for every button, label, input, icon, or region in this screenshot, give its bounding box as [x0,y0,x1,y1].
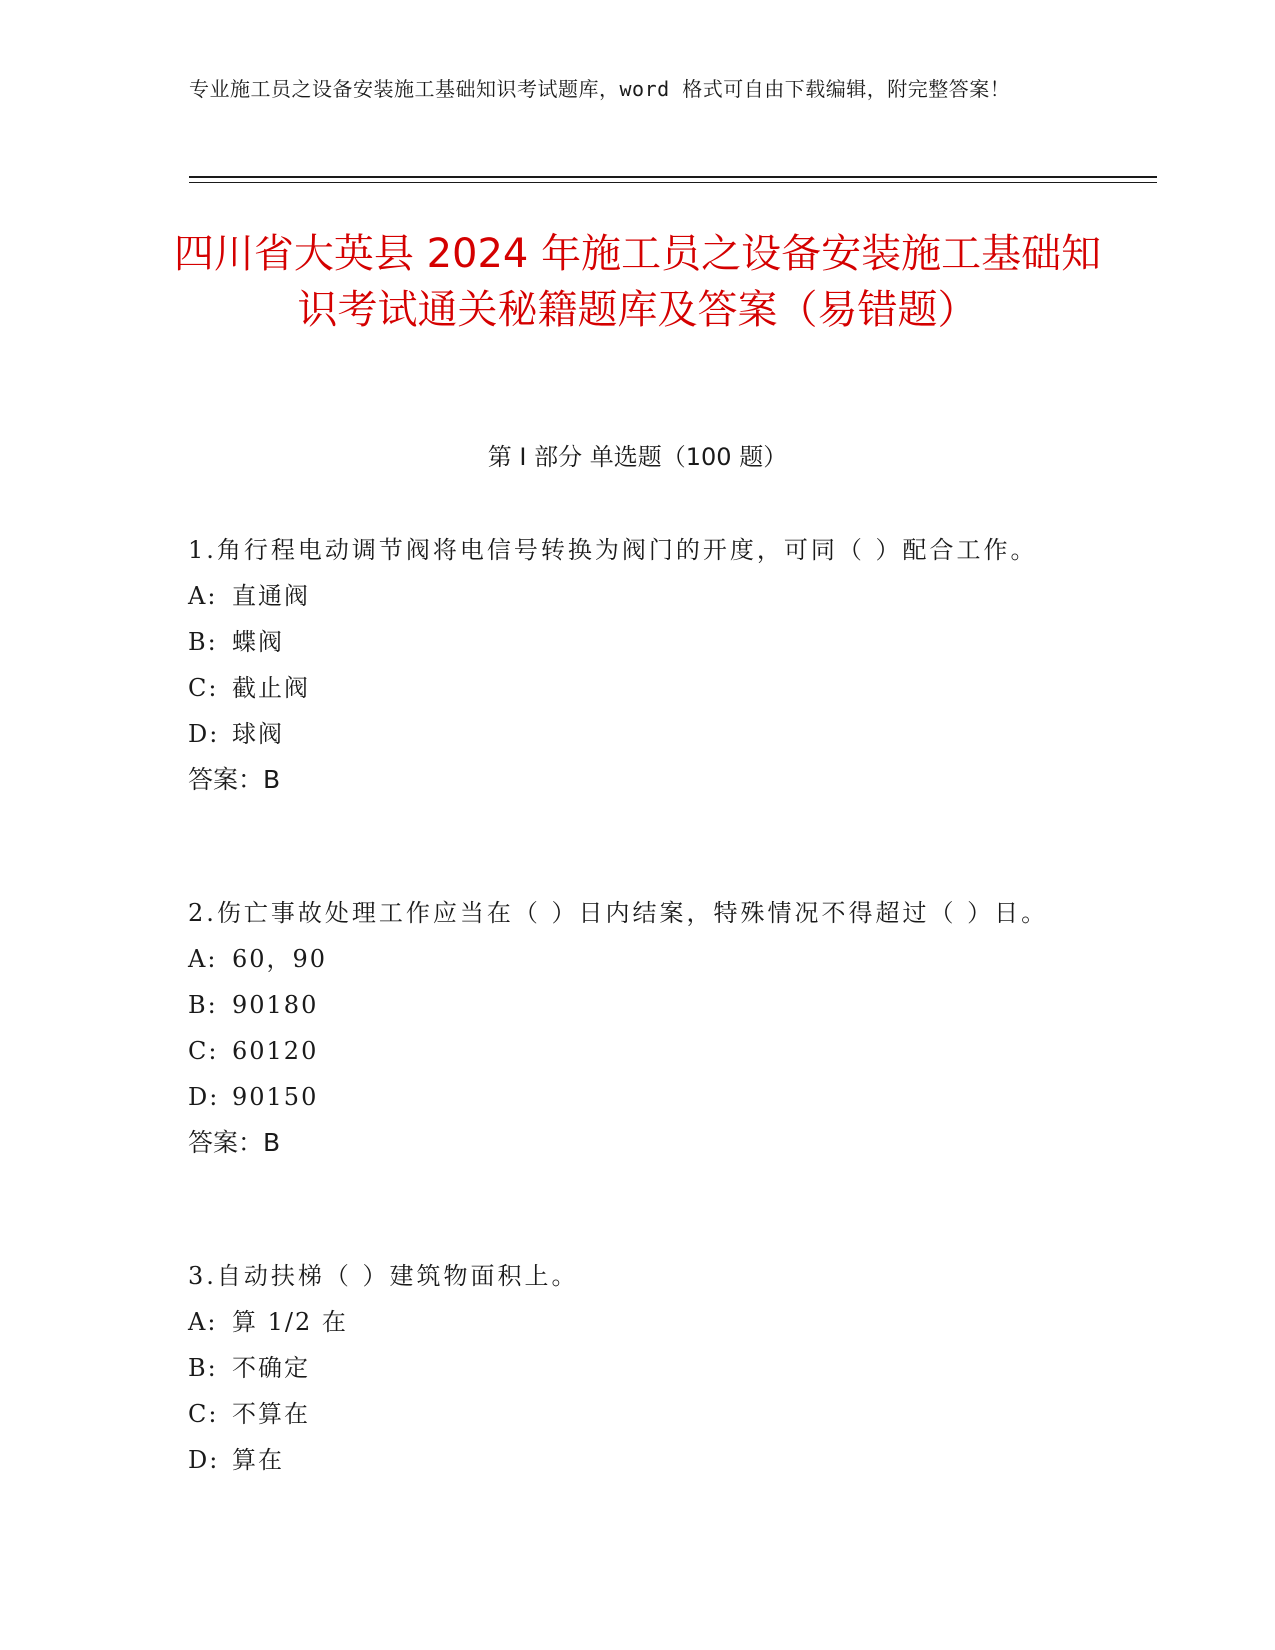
option-b [188,619,1078,665]
option-letter: D: [188,720,220,748]
answer-line: 答案：B [188,1128,281,1157]
option-a [188,936,1078,982]
option-c [188,665,1078,711]
option-letter: B: [188,628,218,656]
option-letter: B: [188,991,218,1019]
option-letter: C: [188,674,219,702]
option-text: 算 1/2 在 [232,1308,348,1336]
option-c [188,1391,1078,1437]
header-divider-thick [189,176,1157,178]
option-d [188,1074,1078,1120]
option-text: 60120 [232,1037,319,1065]
option-text: 蝶阀 [232,628,284,656]
option-c [188,1028,1078,1074]
option-letter: A: [188,945,218,973]
question-2 [188,890,1078,1166]
question-1 [188,527,1078,803]
section-heading: 第 I 部分 单选题（100 题） [487,443,788,471]
option-letter: B: [188,1354,218,1382]
document-title: 四川省大英县 2024 年施工员之设备安装施工基础知识考试通关秘籍题库及答案（易错题） [173,231,1102,333]
option-d [188,711,1078,757]
header-note: 专业施工员之设备安装施工基础知识考试题库，word 格式可自由下载编辑，附完整答案！ [189,77,1011,101]
question-stem: 3.自动扶梯（ ）建筑物面积上。 [188,1262,579,1290]
header-divider-thin [189,182,1157,183]
option-a [188,573,1078,619]
option-text: 90150 [232,1083,319,1111]
answer-line: 答案：B [188,765,281,794]
option-text: 直通阀 [232,582,310,610]
option-text: 90180 [232,991,319,1019]
option-text: 不算在 [232,1400,310,1428]
option-letter: C: [188,1037,219,1065]
option-text: 截止阀 [232,674,310,702]
option-letter: D: [188,1083,220,1111]
option-d [188,1437,1078,1483]
question-stem: 1.角行程电动调节阀将电信号转换为阀门的开度，可同（ ）配合工作。 [188,536,1038,564]
option-letter: C: [188,1400,219,1428]
option-b [188,1345,1078,1391]
option-a [188,1299,1078,1345]
question-3 [188,1253,1078,1483]
option-text: 60，90 [232,945,328,973]
option-letter: D: [188,1446,220,1474]
question-stem: 2.伤亡事故处理工作应当在（ ）日内结案，特殊情况不得超过（ ）日。 [188,899,1049,927]
option-letter: A: [188,1308,218,1336]
option-letter: A: [188,582,218,610]
option-text: 算在 [232,1446,284,1474]
option-text: 球阀 [232,720,284,748]
option-text: 不确定 [232,1354,310,1382]
option-b [188,982,1078,1028]
